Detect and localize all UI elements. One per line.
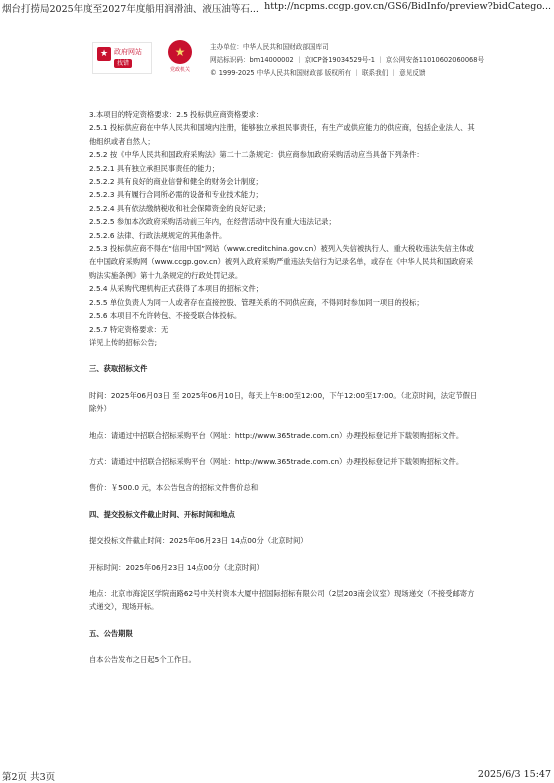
feedback-link[interactable]: 意见反馈 bbox=[399, 69, 426, 77]
qualification-list bbox=[89, 108, 479, 349]
star-seal-icon: ★ bbox=[168, 40, 192, 64]
section3-place: 地点：请通过中招联合招标采购平台（网址：http://www.365trade.com.cn）办理投标登记并下载领购招标文件。 bbox=[89, 430, 464, 440]
qualification-item: 2.5.2.3 具有履行合同所必需的设备和专业技术能力； bbox=[89, 190, 263, 200]
print-header-title: 烟台打捞局2025年度至2027年度船用润滑油、液压油等石... bbox=[2, 4, 259, 15]
gov-emblem-icon: ★ bbox=[97, 47, 111, 61]
contact-us-link[interactable]: 联系我们 bbox=[361, 69, 389, 77]
section-title: 三、获取招标文件 bbox=[89, 364, 148, 374]
qualification-item: 2.5.2.1 具有独立承担民事责任的能力； bbox=[89, 163, 220, 173]
qualification-item: 详见上传的招标公告; bbox=[89, 337, 158, 347]
qualification-item: 2.5.2 按《中华人民共和国政府采购法》第二十二条规定：供应商参加政府采购活动应当具备下列条件： bbox=[89, 150, 424, 160]
site-info bbox=[210, 41, 484, 80]
site-sponsor: 主办单位：中华人民共和国财政部国库司 bbox=[210, 43, 329, 51]
gov-website-logo[interactable] bbox=[92, 42, 152, 74]
section5-text: 自本公告发布之日起5个工作日。 bbox=[89, 655, 196, 665]
qualification-item: 2.5.2.6 法律、行政法规规定的其他条件。 bbox=[89, 230, 227, 240]
qualification-item: 2.5.2.4 具有依法缴纳税收和社会保障资金的良好记录； bbox=[89, 203, 271, 213]
section-title: 五、公告期限 bbox=[89, 628, 133, 638]
qualification-item: 3.本项目的特定资格要求：2.5 投标供应商资格要求： bbox=[89, 110, 264, 119]
site-header bbox=[92, 38, 492, 82]
logo-text: 政府网站 bbox=[114, 48, 142, 56]
qualification-item: 2.5.1 投标供应商在中华人民共和国境内注册，能够独立承担民事责任，有生产或供应能力的供应商，包括企业法人、其他组织或者自然人； bbox=[89, 123, 475, 146]
logo-badge: 找错 bbox=[114, 59, 132, 68]
section4-place: 地点：北京市海淀区学院南路62号中关村资本大厦中招国际招标有限公司（2层203南会议室）现场递交（不接受邮寄方式递交），现场开标。 bbox=[89, 588, 475, 612]
seal-caption: 党政机关 bbox=[169, 67, 190, 73]
qualification-item: 2.5.2.5 参加本次政府采购活动前三年内，在经营活动中没有重大违法记录； bbox=[89, 217, 336, 227]
section4-opening: 开标时间：2025年06月23日 14点00分（北京时间） bbox=[89, 562, 264, 572]
qualification-item: 2.5.2.2 具有良好的商业信誉和健全的财务会计制度； bbox=[89, 177, 263, 187]
site-copyright-line: © 1999-2025 中华人民共和国财政部 版权所有 ｜ 联系我们 ｜ 意见反馈 bbox=[210, 69, 426, 77]
section4-deadline: 提交投标文件截止时间：2025年06月23日 14点00分（北京时间） bbox=[89, 536, 308, 546]
site-registration: 网站标识码：bm14000002 ｜ 京ICP备19034529号-1 ｜ 京公网安备11010602060068号 bbox=[210, 56, 485, 64]
party-gov-seal[interactable] bbox=[164, 40, 196, 74]
qualification-item: 2.5.3 投标供应商不得在“信用中国”网站（www.creditchina.gov.cn）被列入失信被执行人、重大税收违法失信主体或在中国政府采购网（www.ccgp.gov.cn）被列入政府采购严重违法失信行为记录名单，或存在《中华人民共和国政府采购法实施条例》第十九条规定的行政处罚记录。 bbox=[89, 244, 474, 280]
section3-price: 售价：￥500.0 元，本公告包含的招标文件售价总和 bbox=[89, 483, 259, 493]
qualification-item: 2.5.4 从采购代理机构正式获得了本项目的招标文件； bbox=[89, 284, 264, 294]
print-header bbox=[0, 0, 554, 14]
section3-method: 方式：请通过中招联合招标采购平台（网址：http://www.365trade.com.cn）办理投标登记并下载领购招标文件。 bbox=[89, 456, 464, 466]
qualification-item: 2.5.7 特定资格要求：无 bbox=[89, 324, 169, 334]
site-copyright: © 1999-2025 中华人民共和国财政部 版权所有 bbox=[210, 69, 352, 77]
page-number: 第2页 共3页 bbox=[2, 772, 56, 783]
print-header-url: http://ncpms.ccgp.gov.cn/GS6/BidInfo/preview?bidCatego... bbox=[264, 1, 551, 12]
section-title: 四、提交投标文件截止时间、开标时间和地点 bbox=[89, 509, 235, 519]
print-datetime: 2025/6/3 15:47 bbox=[477, 769, 551, 780]
qualification-item: 2.5.6 本项目不允许转包、不接受联合体投标。 bbox=[89, 311, 242, 321]
section3-time: 时间：2025年06月03日 至 2025年06月10日，每天上午8:00至12:00，下午12:00至17:00。（北京时间，法定节假日除外） bbox=[89, 390, 478, 414]
announcement-body bbox=[89, 108, 479, 667]
qualification-item: 2.5.5 单位负责人为同一人或者存在直接控股、管理关系的不同供应商，不得同时参加同一项目的投标； bbox=[89, 297, 424, 307]
print-footer bbox=[0, 769, 554, 783]
